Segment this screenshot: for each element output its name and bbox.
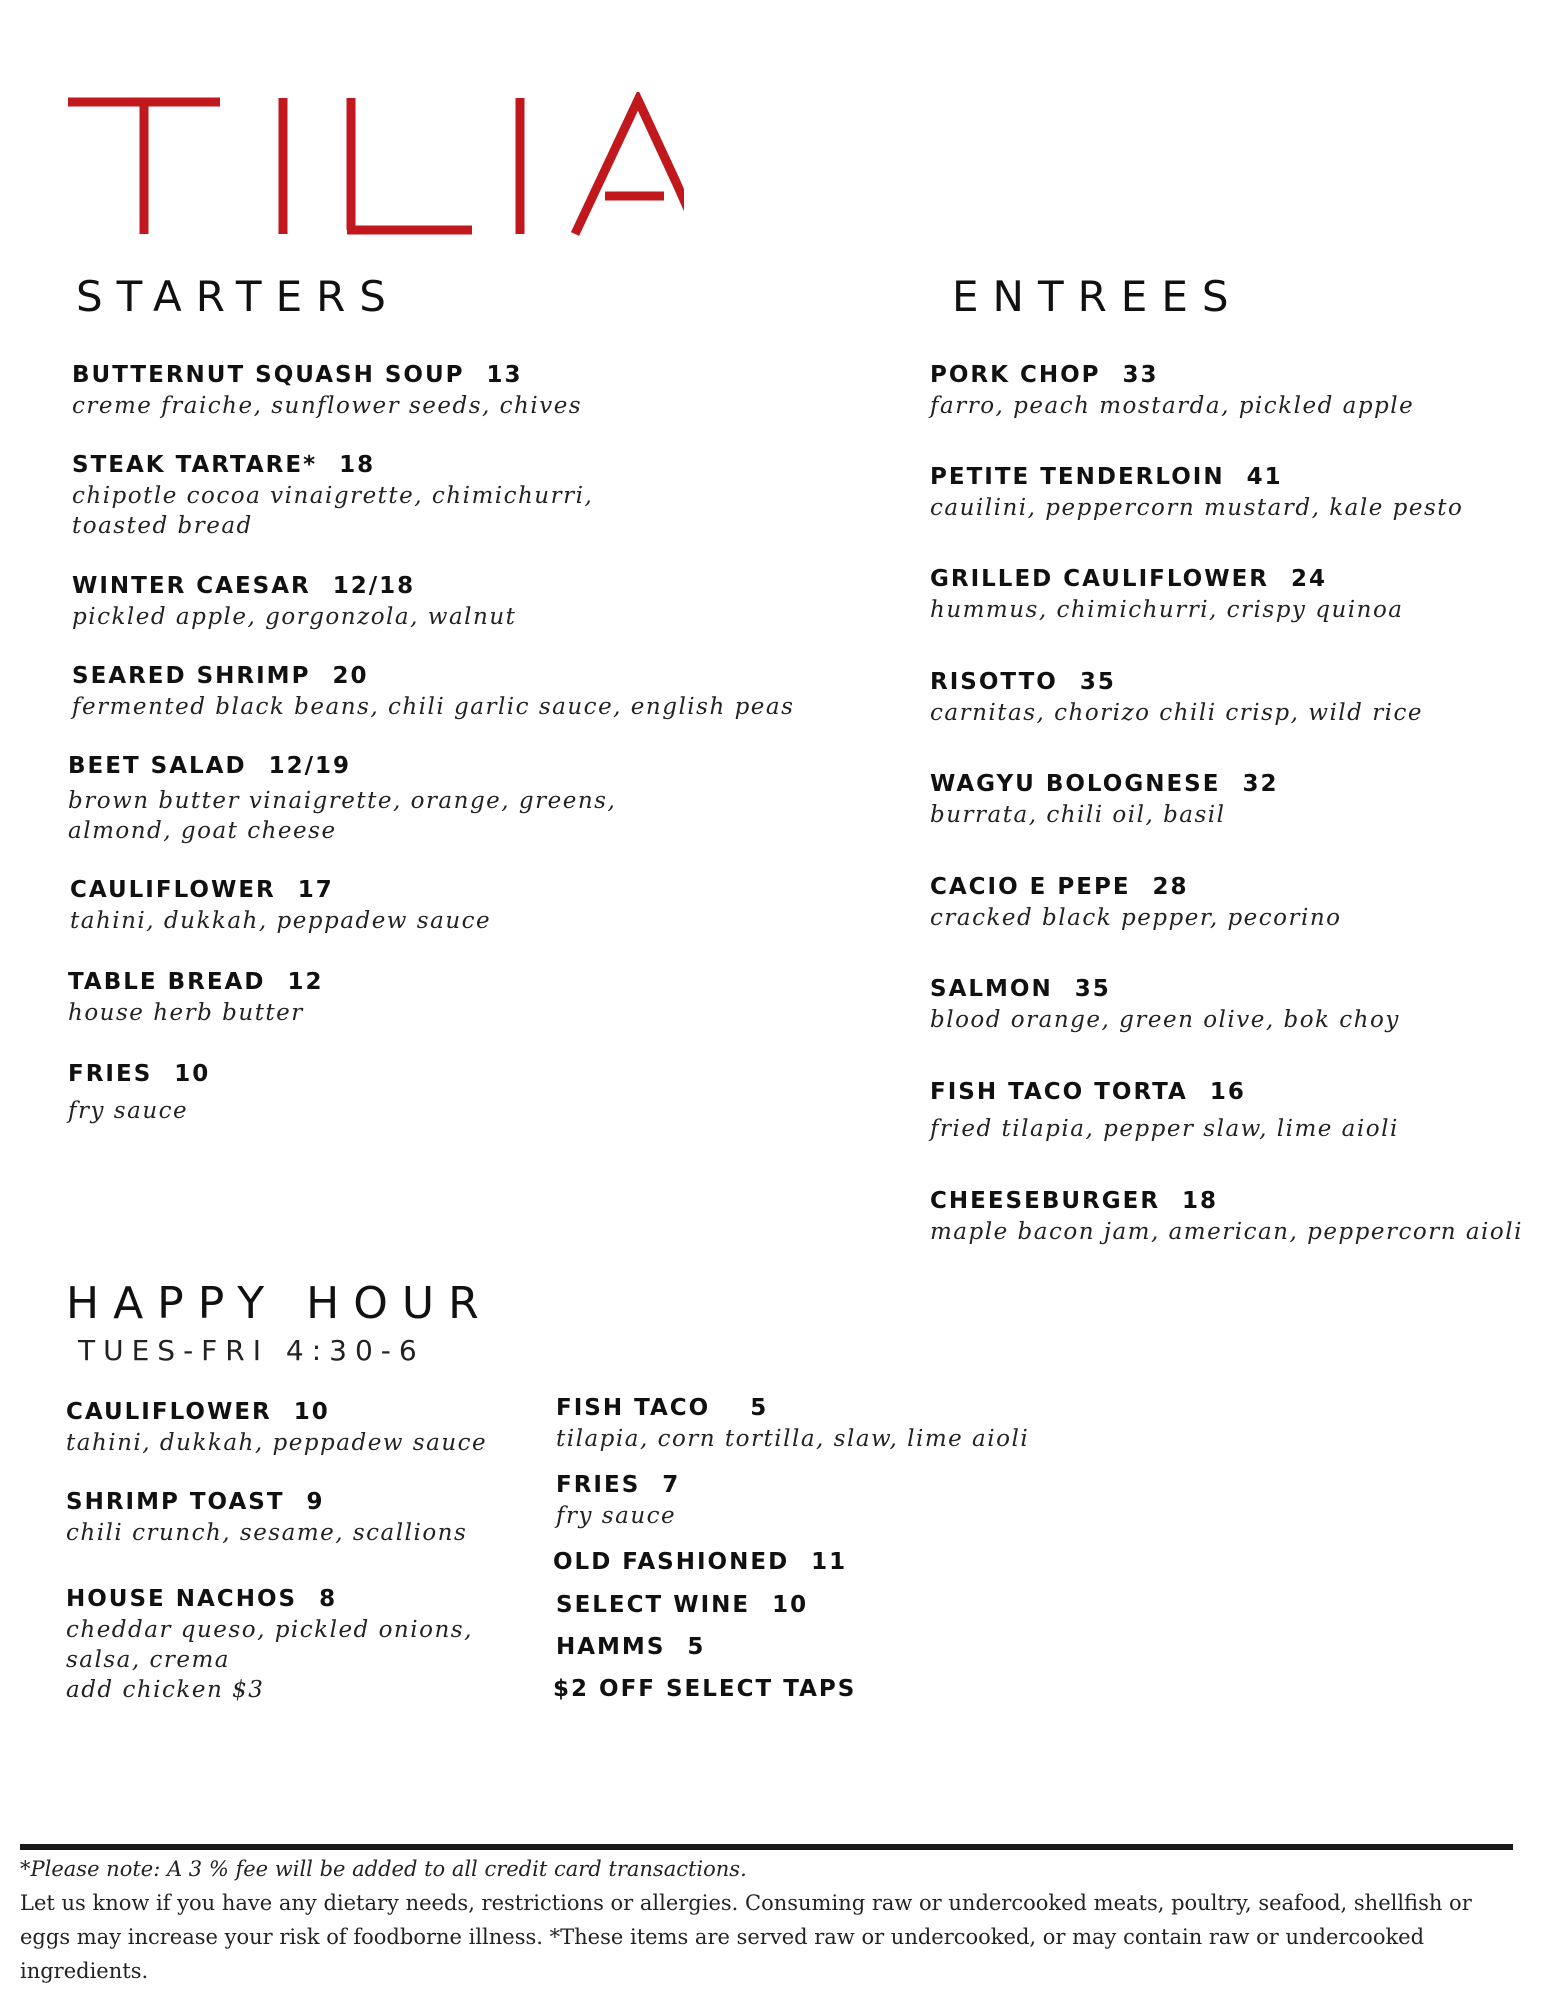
item-name: CHEESEBURGER [930,1188,1161,1214]
happy-hour-heading: HAPPY HOUR [66,1278,493,1329]
item-description: creme fraiche, sunflower seeds, chives [72,393,583,419]
item-description: add chicken $3 [66,1677,265,1703]
item-name: OLD FASHIONED [553,1549,790,1575]
menu-item [556,1469,680,1531]
item-price: 11 [811,1549,848,1575]
item-description: tilapia, corn tortilla, slaw, lime aioli [556,1426,1030,1452]
allergy-disclaimer: Let us know if you have any dietary needs, restrictions or allergies. Consuming raw or undercooked meats, poultry, seafood, shellfish or eggs may increase your risk of foodborne illness. *These items are served raw or undercooked, or may contain raw or undercooked ingredients. [20,1891,1472,1983]
tilia-logo-wordmark [64,92,684,242]
menu-item [556,1589,808,1621]
menu-item [556,1631,705,1663]
item-name: RISOTTO [930,669,1058,695]
item-name: $2 OFF SELECT TAPS [553,1676,857,1702]
item-name: SELECT WINE [556,1592,751,1618]
item-price: 32 [1242,771,1279,797]
item-price: 12/18 [332,573,416,599]
item-name: FISH TACO TORTA [930,1079,1188,1105]
item-description: cauilini, peppercorn mustard, kale pesto [930,495,1464,521]
menu-item [72,449,593,541]
item-price: 35 [1079,669,1116,695]
item-price: 10 [772,1592,809,1618]
item-name: SEARED SHRIMP [72,663,311,689]
item-name: TABLE BREAD [68,969,266,995]
item-description: toasted bread [72,513,253,539]
item-name: CACIO E PEPE [930,874,1131,900]
menu-item [556,1392,1029,1454]
item-description: cheddar queso, pickled onions, [66,1617,473,1643]
item-price: 33 [1122,362,1159,388]
menu-item [70,874,491,936]
item-description: hummus, chimichurri, crispy quinoa [930,597,1404,623]
item-price: 10 [174,1061,211,1087]
menu-item [930,973,1400,1035]
item-price: 41 [1246,464,1283,490]
menu-item [66,1486,467,1548]
menu-item [930,871,1342,933]
menu-item [66,1583,473,1705]
item-name: WAGYU BOLOGNESE [930,771,1221,797]
item-name: STEAK TARTARE* [72,452,318,478]
item-name: PORK CHOP [930,362,1101,388]
menu-item [930,1076,1399,1144]
item-name: FRIES [68,1061,153,1087]
menu-item [68,966,323,1028]
item-price: 28 [1152,874,1189,900]
item-price: 10 [293,1399,330,1425]
menu-item [68,750,616,846]
credit-card-fee-note: *Please note: A 3 % fee will be added to all credit card transactions. [20,1857,747,1881]
starters-heading: STARTERS [76,272,400,321]
entrees-heading: ENTREES [952,272,1243,321]
item-price: 5 [750,1395,769,1421]
item-price: 35 [1074,976,1111,1002]
item-description: house herb butter [68,1000,304,1026]
item-description: fry sauce [556,1503,677,1529]
menu-item [553,1546,847,1578]
item-name: HOUSE NACHOS [66,1586,298,1612]
item-description: tahini, dukkah, peppadew sauce [66,1430,488,1456]
item-price: 20 [332,663,369,689]
item-description: carnitas, chorizo chili crisp, wild rice [930,700,1424,726]
item-name: SHRIMP TOAST [66,1489,285,1515]
item-price: 16 [1209,1079,1246,1105]
item-price: 5 [687,1634,706,1660]
menu-item [930,768,1278,830]
item-description: chipotle cocoa vinaigrette, chimichurri, [72,483,594,509]
menu-item [72,359,582,421]
item-price: 17 [297,877,334,903]
item-name: PETITE TENDERLOIN [930,464,1225,490]
item-price: 12/19 [268,753,351,779]
item-name: FRIES [556,1472,641,1498]
item-description: salsa, crema [66,1647,231,1673]
item-name: HAMMS [556,1634,666,1660]
menu-item [930,359,1414,421]
item-name: SALMON [930,976,1053,1002]
happy-hour-times: TUES-FRI 4:30-6 [78,1334,425,1367]
menu-item [68,1058,210,1126]
item-price: 8 [319,1586,338,1612]
item-name: BUTTERNUT SQUASH SOUP [72,362,465,388]
item-name: WINTER CAESAR [72,573,311,599]
menu-item [553,1673,856,1705]
item-price: 18 [339,452,376,478]
item-name: BEET SALAD [68,753,247,779]
item-description: fermented black beans, chili garlic sauce, english peas [72,694,795,720]
item-description: tahini, dukkah, peppadew sauce [70,908,492,934]
item-description: burrata, chili oil, basil [930,802,1226,828]
menu-item [66,1396,487,1458]
item-description: pickled apple, gorgonzola, walnut [72,604,517,630]
item-description: fried tilapia, pepper slaw, lime aioli [930,1116,1399,1142]
item-description: maple bacon jam, american, peppercorn aioli [930,1219,1523,1245]
menu-item [72,570,516,632]
menu-item [930,666,1423,728]
item-description: brown butter vinaigrette, orange, greens, [68,788,617,814]
menu-item [930,461,1463,523]
item-price: 24 [1291,566,1328,592]
item-description: chili crunch, sesame, scallions [66,1520,468,1546]
item-description: fry sauce [68,1098,189,1124]
item-price: 12 [287,969,324,995]
item-description: farro, peach mostarda, pickled apple [930,393,1415,419]
item-name: GRILLED CAULIFLOWER [930,566,1270,592]
footer-divider [20,1844,1513,1850]
menu-item [930,563,1404,625]
footer-notice [20,1852,1525,1988]
item-description: cracked black pepper, pecorino [930,905,1342,931]
item-price: 7 [662,1472,681,1498]
item-description: blood orange, green olive, bok choy [930,1007,1400,1033]
item-name: CAULIFLOWER [70,877,276,903]
item-name: CAULIFLOWER [66,1399,272,1425]
tilia-logo [64,92,684,242]
menu-item [72,660,794,722]
item-price: 13 [486,362,523,388]
item-price: 18 [1182,1188,1219,1214]
item-price: 9 [306,1489,325,1515]
item-description: almond, goat cheese [68,818,337,844]
menu-item [930,1185,1523,1247]
item-name: FISH TACO [556,1395,711,1421]
